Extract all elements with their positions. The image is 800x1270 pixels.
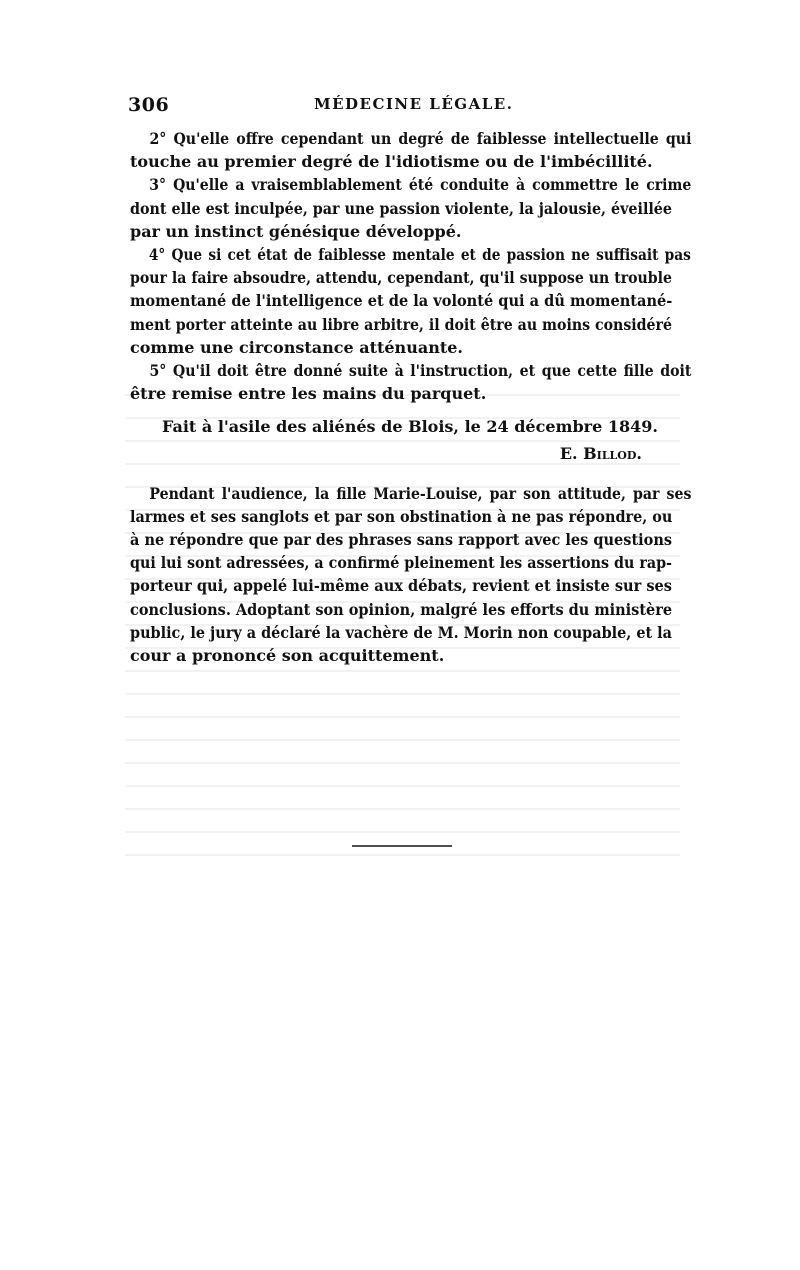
text-line: comme une circonstance atténuante.: [130, 337, 463, 357]
signature-initial: E.: [559, 444, 578, 464]
text-line: pour la faire absoudre, attendu, cependant, qu'il suppose un trouble: [130, 268, 672, 288]
text-line: cour a prononcé son acquittement.: [130, 645, 445, 665]
text-line: 2° Qu'elle offre cependant un degré de faiblesse intellectuelle qui: [149, 129, 692, 148]
text-line: être remise entre les mains du parquet.: [130, 384, 487, 404]
text-line: momentané de l'intelligence et de la volonté qui a dû momentané-: [130, 291, 673, 311]
paragraph-gap: [130, 466, 672, 482]
text-line: conclusions. Adoptant son opinion, malgré les efforts du ministère: [130, 599, 673, 619]
signature: [130, 442, 672, 465]
text-line: 3° Qu'elle a vraisemblablement été conduite à commettre le crime: [149, 175, 692, 195]
text-line: 4° Que si cet état de faiblesse mentale et de passion ne suffisait pas: [148, 244, 691, 264]
bleed-through-rule: [352, 845, 452, 847]
text-line: à ne répondre que par des phrases sans rapport avec les questions: [130, 530, 673, 549]
signature-name: Billod.: [583, 444, 642, 464]
page-header: [128, 94, 672, 122]
page-number: 306: [128, 94, 170, 116]
text-line: touche au premier degré de l'idiotisme ou de l'imbécillité.: [130, 152, 653, 172]
page-body: [130, 127, 692, 667]
text-line: qui lui sont adressées, a confirmé pleinement les assertions du rap-: [130, 553, 672, 573]
text-line: public, le jury a déclaré la vachère de M. Morin non coupable, et la: [130, 622, 672, 642]
text-line: larmes et ses sanglots et par son obstination à ne pas répondre, ou: [130, 506, 673, 526]
text-line: porteur qui, appelé lui-même aux débats, revient et insiste sur ses: [130, 576, 673, 596]
text-line: Pendant l'audience, la fille Marie-Louise, par son attitude, par ses: [149, 483, 692, 503]
text-line: dont elle est inculpée, par une passion violente, la jalousie, éveillée: [130, 198, 672, 218]
text-line: ment porter atteinte au libre arbitre, il doit être au moins considéré: [130, 314, 673, 334]
running-head: MÉDECINE LÉGALE.: [314, 95, 514, 113]
text-line: par un instinct génésique développé.: [130, 221, 462, 241]
dated-line: Fait à l'asile des aliénés de Blois, le 24 décembre 1849.: [162, 417, 658, 437]
text-line: 5° Qu'il doit être donné suite à l'instruction, et que cette fille doit: [149, 360, 692, 380]
